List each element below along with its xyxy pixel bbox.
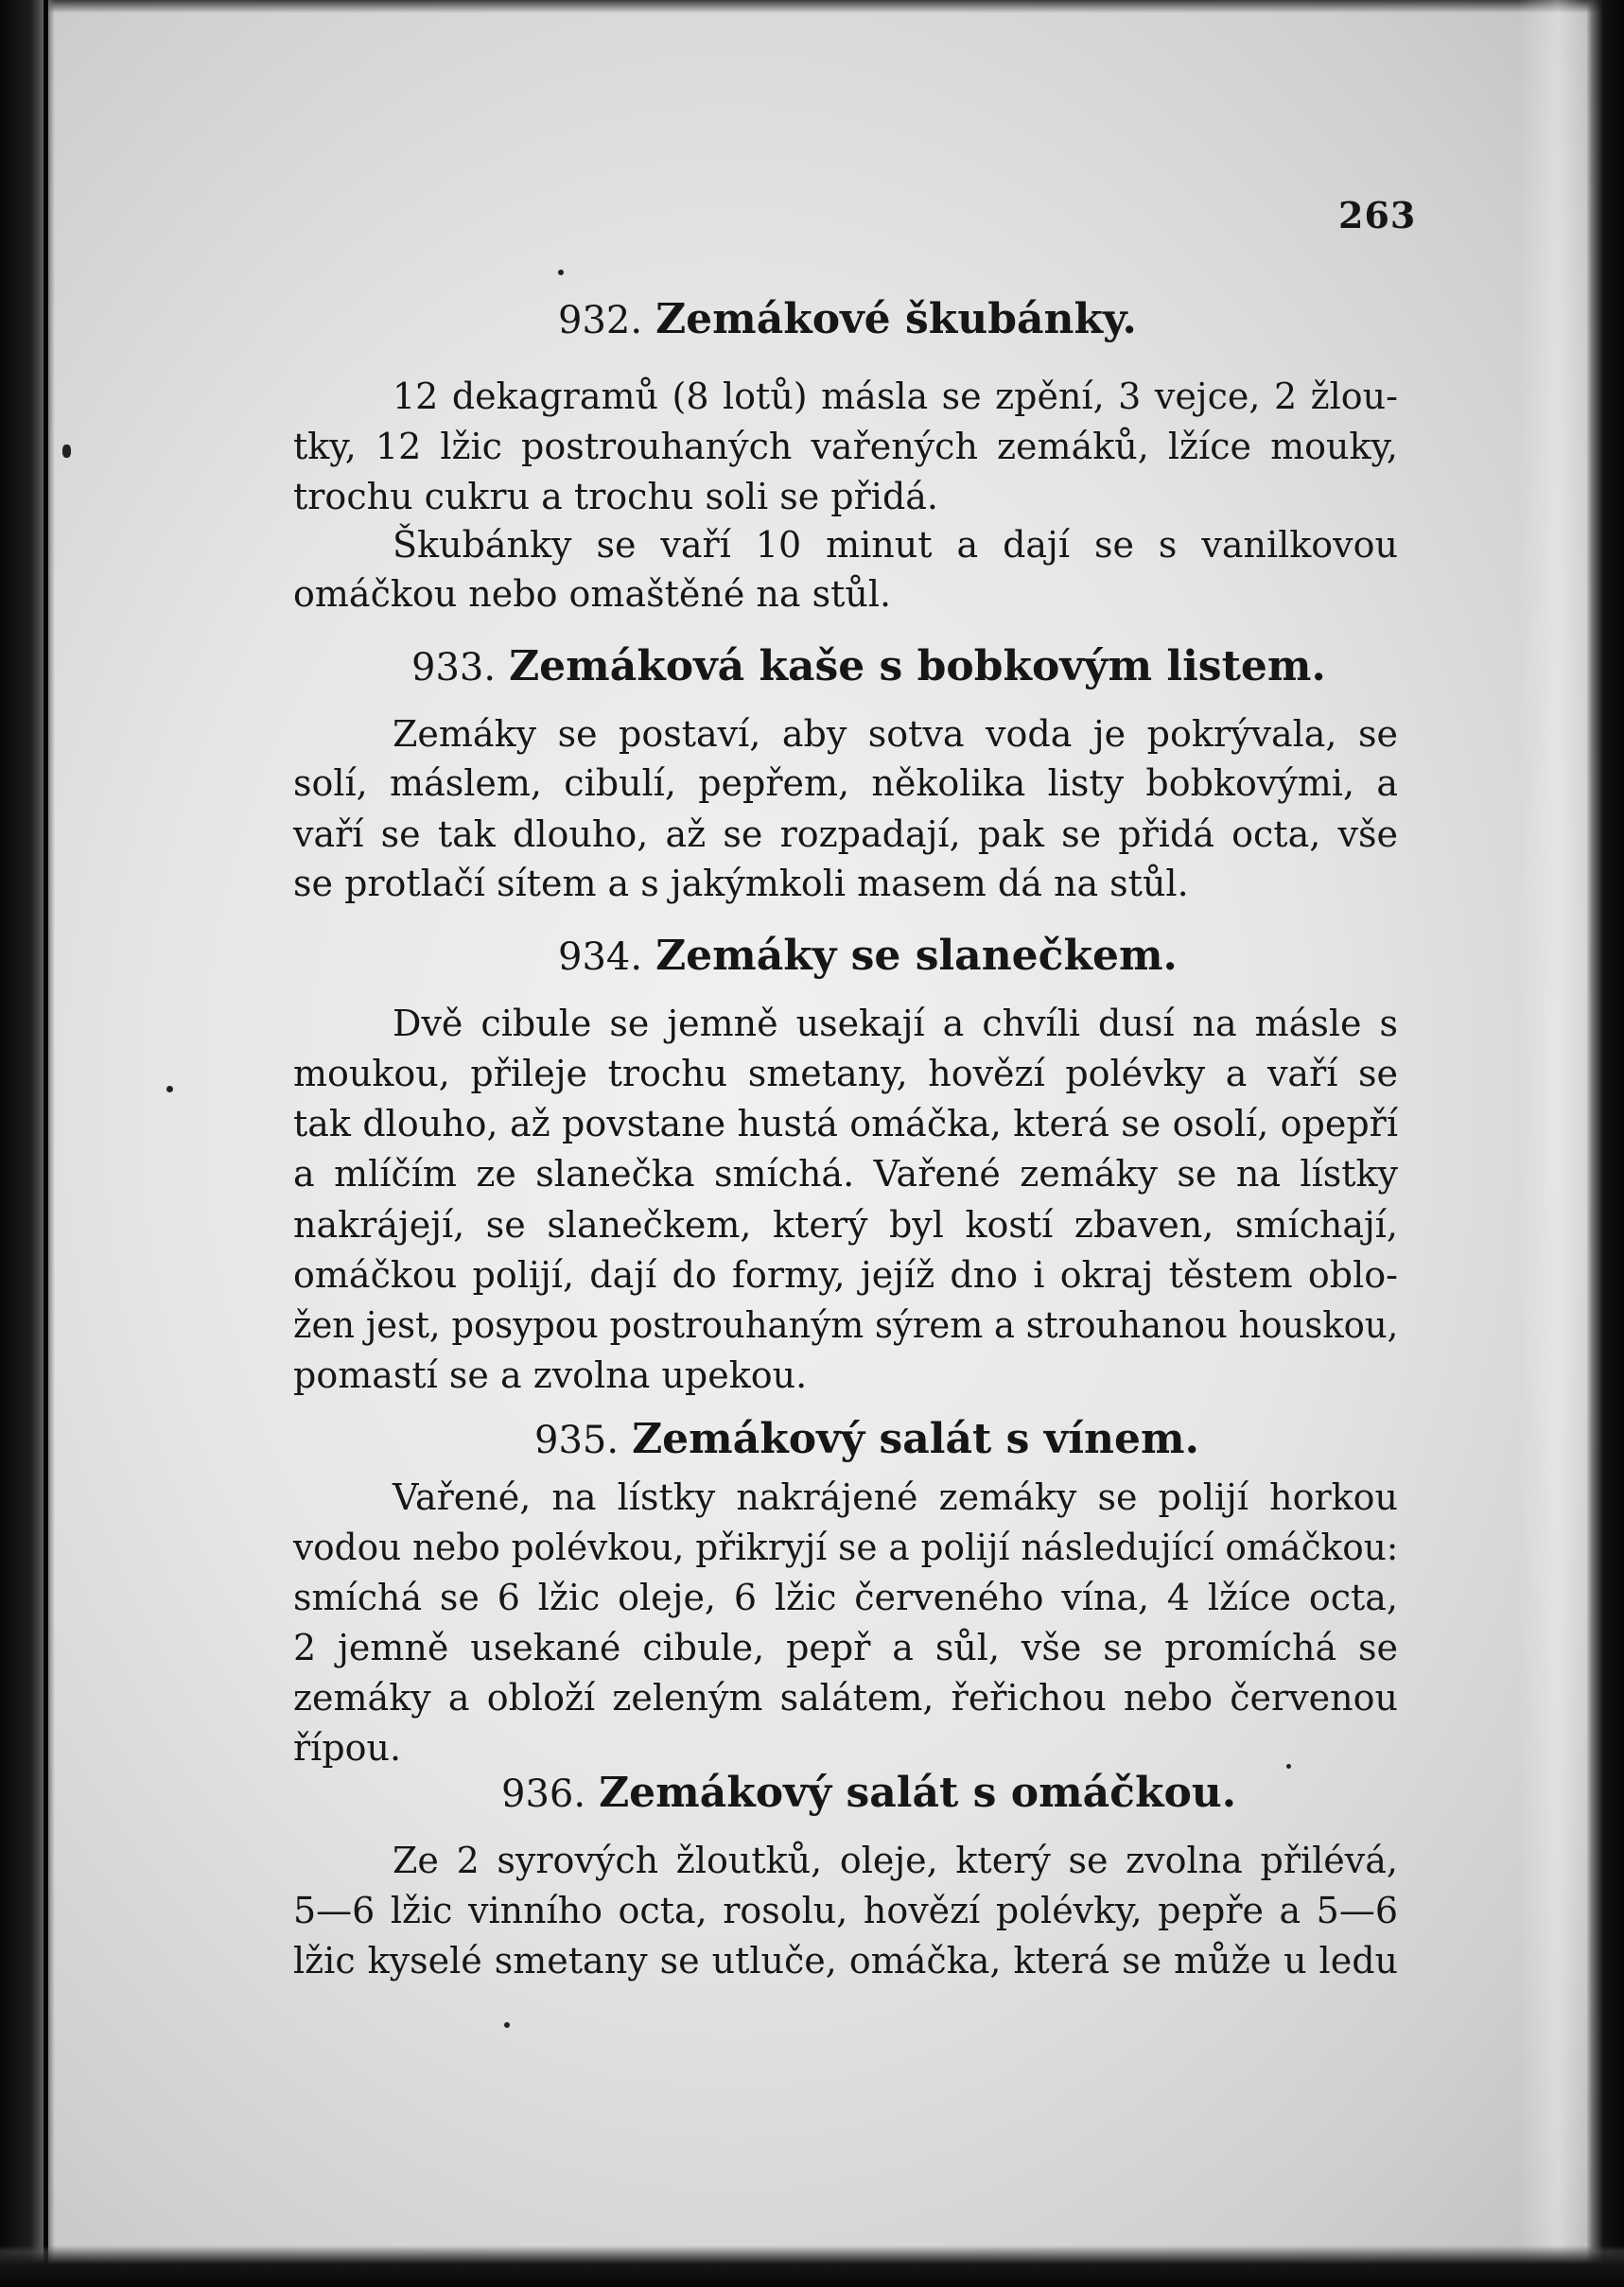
- page-number: 263: [1338, 194, 1417, 236]
- recipe-line: žen jest, posypou postrouhaným sýrem a strouhanou houskou,: [293, 1304, 1399, 1346]
- recipe-line: solí, máslem, cibulí, pepřem, několika listy bobkovými, a: [293, 762, 1398, 804]
- recipe-number: 936.: [501, 1772, 586, 1816]
- recipe-line: řípou.: [293, 1727, 402, 1769]
- recipe-line: 5—6 lžic vinního octa, rosolu, hovězí polévky, pepře a 5—6: [293, 1890, 1398, 1931]
- recipe-line: tak dlouho, až povstane hustá omáčka, která se osolí, opepří: [293, 1103, 1398, 1144]
- recipe-heading: [558, 932, 1178, 982]
- recipe-line: vodou nebo polévkou, přikryjí se a polijí následující omáčkou:: [293, 1527, 1399, 1568]
- recipe-title: Zemákové škubánky.: [655, 295, 1137, 343]
- recipe-number: 933.: [411, 646, 497, 690]
- recipe-heading: [501, 1769, 1236, 1819]
- recipe-line: Dvě cibule se jemně usekají a chvíli dusí na másle s: [393, 1003, 1398, 1044]
- recipe-line: a mlíčím ze slanečka smíchá. Vařené zemáky se na lístky: [293, 1153, 1398, 1195]
- recipe-heading: [411, 642, 1326, 692]
- recipe-line: Vařené, na lístky nakrájené zemáky se polijí horkou: [393, 1476, 1398, 1518]
- recipe-heading: [558, 295, 1137, 345]
- recipe-line: Škubánky se vaří 10 minut a dají se s vanilkovou: [393, 524, 1398, 566]
- recipe-line: 12 dekagramů (8 lotů) másla se zpění, 3 vejce, 2 žlou-: [393, 375, 1398, 417]
- recipe-line: 2 jemně usekané cibule, pepř a sůl, vše se promíchá se: [293, 1627, 1398, 1668]
- recipe-line: Ze 2 syrových žloutků, oleje, který se zvolna přilévá,: [393, 1840, 1398, 1881]
- recipe-number: 935.: [534, 1419, 620, 1462]
- recipe-title: Zemáková kaše s bobkovým listem.: [509, 642, 1326, 690]
- recipe-line: se protlačí sítem a s jakýmkoli masem dá na stůl.: [293, 863, 1189, 904]
- recipe-line: zemáky a obloží zeleným salátem, řeřichou nebo červenou: [293, 1677, 1398, 1719]
- recipe-number: 932.: [558, 299, 643, 342]
- recipe-line: tky, 12 lžic postrouhaných vařených zemáků, lžíce mouky,: [293, 426, 1398, 467]
- recipe-number: 934.: [558, 935, 643, 979]
- recipe-line: omáčkou nebo omaštěné na stůl.: [293, 573, 892, 615]
- recipe-line: pomastí se a zvolna upekou.: [293, 1354, 808, 1396]
- recipe-line: Zemáky se postaví, aby sotva voda je pokrývala, se: [393, 713, 1398, 755]
- recipe-line: omáčkou polijí, dají do formy, jejíž dno i okraj těstem oblo-: [293, 1254, 1398, 1296]
- recipe-line: lžic kyselé smetany se utluče, omáčka, která se může u ledu: [293, 1940, 1398, 1981]
- recipe-title: Zemákový salát s vínem.: [632, 1415, 1199, 1463]
- recipe-title: Zemákový salát s omáčkou.: [599, 1769, 1237, 1817]
- recipe-line: moukou, přileje trochu smetany, hovězí polévky a vaří se: [293, 1053, 1398, 1094]
- recipe-line: nakrájejí, se slanečkem, který byl kostí zbaven, smíchají,: [293, 1204, 1398, 1246]
- recipe-line: vaří se tak dlouho, až se rozpadají, pak se přidá octa, vše: [293, 813, 1398, 855]
- recipe-line: smíchá se 6 lžic oleje, 6 lžic červeného vína, 4 lžíce octa,: [293, 1577, 1398, 1618]
- recipe-title: Zemáky se slanečkem.: [655, 932, 1178, 980]
- recipe-line: trochu cukru a trochu soli se přidá.: [293, 476, 939, 517]
- recipe-heading: [534, 1415, 1199, 1465]
